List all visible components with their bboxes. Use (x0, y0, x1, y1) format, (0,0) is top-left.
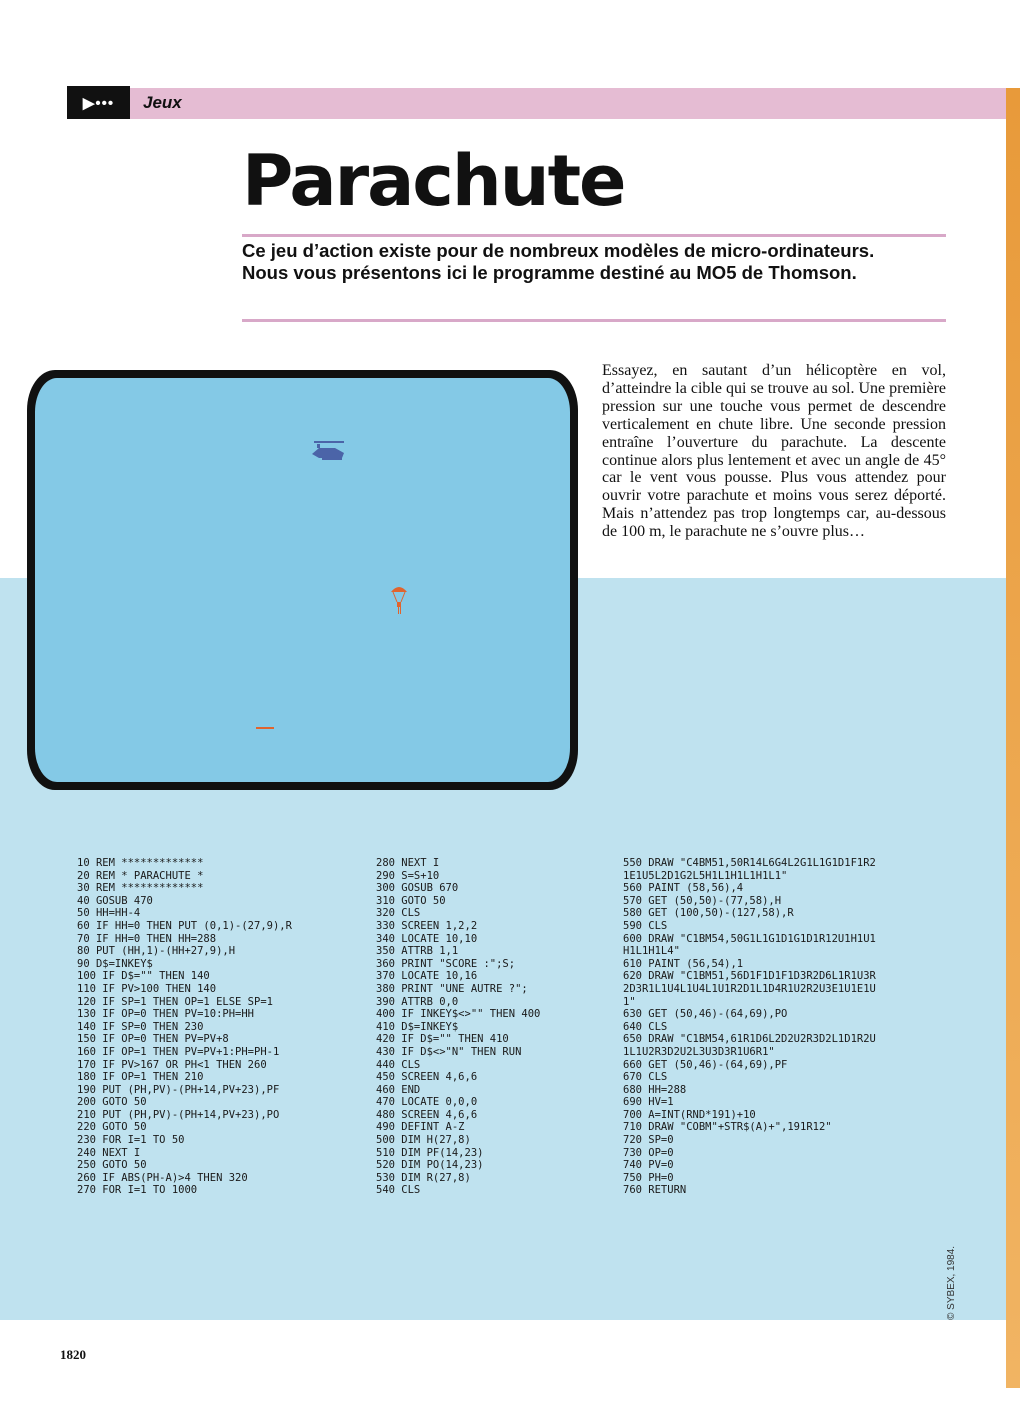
listing-column-1: 10 REM ************* 20 REM * PARACHUTE * 30 REM ************* 40 GOSUB 470 50 HH=HH-4 60 IF HH=0 THEN PUT (0,1)-(27,9),R 70 IF HH=0 THEN HH=288 80 PUT (HH,1)-(HH+27,9),H 90 D$=INKEY$ 100 IF D$="" THEN 140 110 IF PV>100 THEN 140 120 IF SP=1 THEN OP=1 ELSE SP=1 130 IF OP=0 THEN PV=10:PH=HH 140 IF SP=0 THEN 230 150 IF OP=0 THEN PV=PV+8 160 IF OP=1 THEN PV=PV+1:PH=PH-1 170 IF PV>167 OR PH<1 THEN 260 180 IF OP=1 THEN 210 190 PUT (PH,PV)-(PH+14,PV+23),PF 200 GOTO 50 210 PUT (PH,PV)-(PH+14,PV+23),PO 220 GOTO 50 230 FOR I=1 TO 50 240 NEXT I 250 GOTO 50 260 IF ABS(PH-A)>4 THEN 320 270 FOR I=1 TO 1000 (77, 857, 292, 1197)
game-sky (35, 378, 570, 782)
helicopter-icon (312, 441, 344, 460)
copyright-notice: © SYBEX, 1984. (946, 1245, 957, 1320)
section-header-band (130, 88, 1006, 119)
section-label: Jeux (143, 93, 182, 112)
title-rule (242, 234, 946, 237)
game-scene (35, 378, 570, 782)
listing-column-3: 550 DRAW "C4BM51,50R14L6G4L2G1L1G1D1F1R2 1E1U5L2D1G2L5H1L1H1L1H1L1" 560 PAINT (58,56),4 570 GET (50,50)-(77,58),H 580 GET (100,50)-(127,58),R 590 CLS 600 DRAW "C1BM54,50G1L1G1D1G1D1R12U1H1U1 H1L1H1L4" 610 PAINT (56,54),1 620 DRAW "C1BM51,56D1F1D1F1D3R2D6L1R1U3R 2D3R1L1U4L1U4L1U1R2D1L1D4R1U2R2U3E1U1E1U 1" 630 GET (50,46)-(64,69),PO 640 CLS 650 DRAW "C1BM54,61R1D6L2D2U2R3D2L1D1R2U 1L1U2R3D2U2L3U3D3R1U6R1" 660 GET (50,46)-(64,69),PF 670 CLS 680 HH=288 690 HV=1 700 A=INT(RND*191)+10 710 DRAW "COBM"+STR$(A)+",191R12" 720 SP=0 730 OP=0 740 PV=0 750 PH=0 760 RETURN (623, 857, 876, 1197)
page-title: Parachute (242, 140, 625, 222)
intro-rule (242, 319, 946, 322)
game-screen (27, 370, 578, 790)
target-marker (256, 727, 274, 729)
parachutist-icon (391, 587, 407, 614)
page-number: 1820 (60, 1347, 86, 1362)
body-paragraph: Essayez, en sautant d’un hélicoptère en vol, d’atteindre la cible qui se trouve au sol. Une première pression sur une touche vous permet de descendre verticalement en chute libre. Une seconde pression entraîne l’ouverture du parachute. La descente continue alors plus lentement et avec un angle de 45° car le vent vous pousse. Plus vous attendez pour ouvrir votre parachute et moins vous serez déporté. Mais n’attendez pas trop longtemps car, au-dessous de 100 m, le parachute ne s’ouvre plus… (602, 362, 946, 541)
arrow-dots-icon: ▶••• (67, 86, 130, 119)
listing-column-2: 280 NEXT I 290 S=S+10 300 GOSUB 670 310 GOTO 50 320 CLS 330 SCREEN 1,2,2 340 LOCATE 10,10 350 ATTRB 1,1 360 PRINT "SCORE :";S; 370 LOCATE 10,16 380 PRINT "UNE AUTRE ?"; 390 ATTRB 0,0 400 IF INKEY$<>"" THEN 400 410 D$=INKEY$ 420 IF D$="" THEN 410 430 IF D$<>"N" THEN RUN 440 CLS 450 SCREEN 4,6,6 460 END 470 LOCATE 0,0,0 480 SCREEN 4,6,6 490 DEFINT A-Z 500 DIM H(27,8) 510 DIM PF(14,23) 520 DIM PO(14,23) 530 DIM R(27,8) 540 CLS (376, 857, 541, 1197)
page-edge-tab (1006, 88, 1020, 1388)
intro-paragraph: Ce jeu d’action existe pour de nombreux modèles de micro-ordinateurs. Nous vous présentons ici le programme destiné au MO5 de Thomson. (242, 240, 875, 283)
